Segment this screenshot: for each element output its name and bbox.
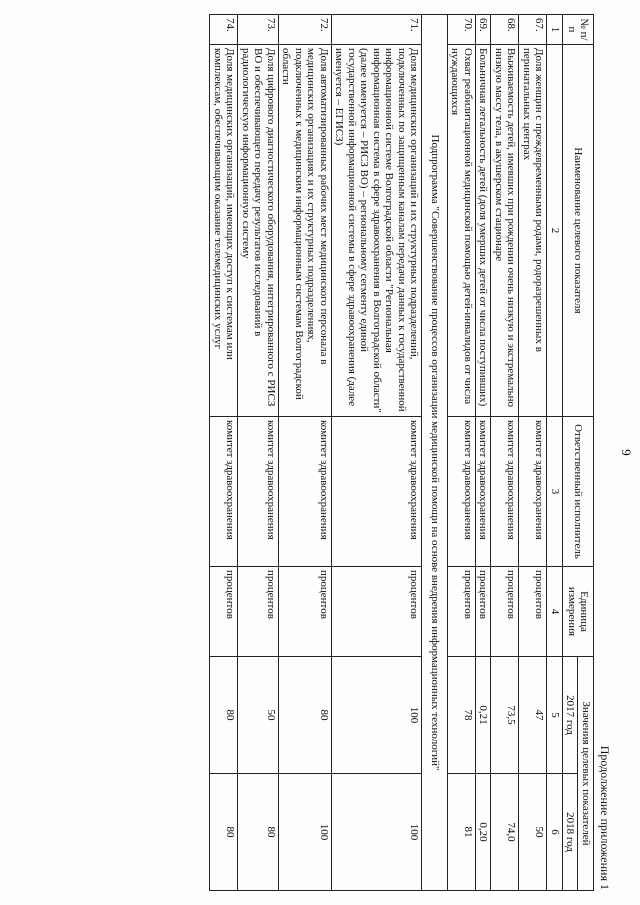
indicator-name: Доля женщин с преждевременными родами, родоразрешенных в перинатальных центрах — [519, 45, 547, 417]
header-year-2018: 2018 год — [563, 774, 579, 891]
value-2018: 100 — [332, 774, 423, 891]
header-year-2017: 2017 год — [563, 657, 579, 774]
unit: процентов — [491, 567, 519, 657]
value-2017: 47 — [519, 657, 547, 774]
header-num: № п/п — [563, 15, 594, 45]
indicator-name: Доля цифрового диагностического оборудования, интегрированного с РИСЗ ВО и обеспечивающего передачу результатов исследований в радиологическую информационную систему — [238, 45, 279, 417]
value-2018: 80 — [210, 774, 238, 891]
value-2018: 50 — [519, 774, 547, 891]
indicator-name: Больничная летальность детей (доля умерших детей от числа поступивших) — [476, 45, 492, 417]
value-2017: 0,21 — [476, 657, 492, 774]
table-row — [448, 15, 476, 891]
value-2017: 78 — [448, 657, 476, 774]
unit: процентов — [210, 567, 238, 657]
executor: комитет здравоохранения — [332, 417, 423, 567]
table-row — [476, 15, 492, 891]
column-index: 6 — [547, 774, 563, 891]
column-index: 4 — [547, 567, 563, 657]
row-number: 67. — [519, 15, 547, 45]
page-number: 9 — [619, 449, 634, 456]
value-2018: 0,20 — [476, 774, 492, 891]
table-row — [332, 15, 423, 891]
executor: комитет здравоохранения — [476, 417, 492, 567]
table-row — [238, 15, 279, 891]
row-number: 68. — [491, 15, 519, 45]
executor: комитет здравоохранения — [491, 417, 519, 567]
indicator-name: Доля медицинских организаций и их структурных подразделений, подключенных по защищенным каналам передачи данных к государственной информационной системе Волгоградской области "Региональная информационная система в сфере здравоохранения в Волгоградской области" (далее именуется – РИСЗ ВО) – региональному сегменту единой государственной информационной системы в сфере здравоохранения (далее именуется – ЕГИСЗ) — [332, 45, 423, 417]
value-2017: 80 — [210, 657, 238, 774]
value-2018: 100 — [279, 774, 332, 891]
continuation-label: Продолжение приложения 1 — [598, 745, 612, 890]
value-2017: 50 — [238, 657, 279, 774]
column-index-row — [547, 15, 563, 891]
value-2018: 81 — [448, 774, 476, 891]
value-2017: 73,5 — [491, 657, 519, 774]
column-index: 1 — [547, 15, 563, 45]
indicator-name: Выживаемость детей, имевших при рождении очень низкую и экстремально низкую массу тела, в акушерском стационаре — [491, 45, 519, 417]
row-number: 70. — [448, 15, 476, 45]
unit: процентов — [519, 567, 547, 657]
column-index: 3 — [547, 417, 563, 567]
table-row — [279, 15, 332, 891]
executor: комитет здравоохранения — [519, 417, 547, 567]
column-index: 2 — [547, 45, 563, 417]
unit: процентов — [332, 567, 423, 657]
unit: процентов — [238, 567, 279, 657]
value-2017: 80 — [279, 657, 332, 774]
row-number: 74. — [210, 15, 238, 45]
table-row — [210, 15, 238, 891]
row-number: 72. — [279, 15, 332, 45]
value-2018: 80 — [238, 774, 279, 891]
unit: процентов — [448, 567, 476, 657]
row-number: 71. — [332, 15, 423, 45]
indicator-name: Доля автоматизированных рабочих мест медицинского персонала в медицинских организациях и их структурных подразделениях, подключенных к медицинским информационным системам Волгоградской области — [279, 45, 332, 417]
value-2018: 74,0 — [491, 774, 519, 891]
indicator-name: Доля медицинских организаций, имеющих доступ к системам или комплексам, обеспечивающим оказание телемедицинских услуг — [210, 45, 238, 417]
table-row — [519, 15, 547, 891]
row-number: 73. — [238, 15, 279, 45]
executor: комитет здравоохранения — [238, 417, 279, 567]
unit: процентов — [279, 567, 332, 657]
executor: комитет здравоохранения — [448, 417, 476, 567]
indicators-table — [210, 14, 595, 891]
row-number: 69. — [476, 15, 492, 45]
header-values-group: Значения целевых показателей — [578, 657, 594, 891]
column-index: 5 — [547, 657, 563, 774]
subprogram-title: Подпрограмма "Совершенствование процессов организации медицинской помощи на основе внедрения информационных технологий" — [422, 15, 448, 891]
header-name: Наименование целевого показателя — [563, 45, 594, 417]
header-row — [578, 15, 594, 891]
indicator-name: Охват реабилитационной медицинской помощью детей-инвалидов от числа нуждающихся — [448, 45, 476, 417]
table-row — [491, 15, 519, 891]
value-2017: 100 — [332, 657, 423, 774]
header-unit: Единица измерения — [563, 567, 594, 657]
unit: процентов — [476, 567, 492, 657]
subprogram-row — [422, 15, 448, 891]
header-executor: Ответственный исполнитель — [563, 417, 594, 567]
executor: комитет здравоохранения — [210, 417, 238, 567]
executor: комитет здравоохранения — [279, 417, 332, 567]
